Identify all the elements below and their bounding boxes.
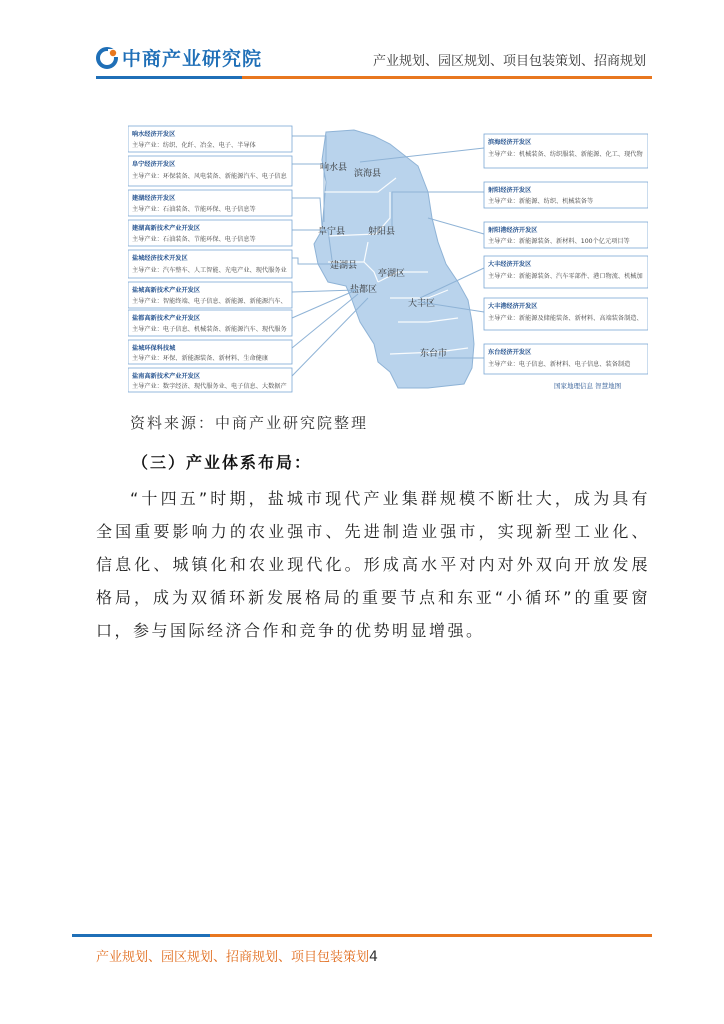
zone-box-text: 主导产业：数字经济、现代服务业、电子信息、大数据产 <box>132 383 287 390</box>
zone-box-text: 主导产业：新能源及储能装备、新材料、高端装备制造、 <box>488 315 643 322</box>
header-rule-orange <box>242 76 652 79</box>
footer <box>96 946 378 965</box>
left-zone-boxes <box>128 126 292 392</box>
zone-box <box>128 156 292 186</box>
zone-box <box>128 220 292 246</box>
map-label-funing: 阜宁县 <box>318 227 346 237</box>
zone-box <box>128 368 292 392</box>
zone-box-text: 主导产业：电子信息、机械装备、新能源汽车、现代服务 <box>132 326 287 333</box>
zone-box-text: 主导产业：纺织、化纤、冶金、电子、半导体 <box>132 142 256 149</box>
zone-box <box>128 190 292 216</box>
logo-text: 中商产业研究院 <box>122 48 263 70</box>
zone-box <box>128 310 292 336</box>
zone-box <box>128 282 292 308</box>
zone-box <box>484 298 648 330</box>
map-label-binhai: 滨海县 <box>354 169 382 179</box>
zone-box-text: 主导产业：新能源装备、汽车零部件、港口物流、机械加 <box>488 273 643 280</box>
zone-box-title: 响水经济开发区 <box>132 131 176 138</box>
map-label-yandu: 盐都区 <box>350 285 378 295</box>
section-title: （三）产业体系布局： <box>132 453 313 472</box>
right-zone-boxes <box>484 134 648 374</box>
zone-box-text: 主导产业：新能源、纺织、机械装备等 <box>488 198 594 205</box>
zone-box <box>484 222 648 248</box>
header-tagline: 产业规划、园区规划、项目包装策划、招商规划 <box>372 54 646 69</box>
zone-box-title: 大丰经济开发区 <box>488 261 532 268</box>
zone-box-text: 主导产业：石油装备、节能环保、电子信息等 <box>132 206 256 213</box>
map-label-jianhu: 建湖县 <box>330 261 358 271</box>
zone-box <box>484 256 648 288</box>
zone-box-title: 建湖高新技术产业开发区 <box>132 225 201 232</box>
zone-box-title: 东台经济开发区 <box>488 349 532 356</box>
zone-box-text: 主导产业：智能终端、电子信息、新能源、新能源汽车、 <box>132 298 287 305</box>
zone-box-text: 主导产业：汽车整车、人工智能、光电产业、现代服务业 <box>132 267 287 274</box>
zone-box-title: 射阳经济开发区 <box>488 187 532 194</box>
logo-mark-icon <box>96 47 118 69</box>
zone-box-text: 主导产业：石油装备、节能环保、电子信息等 <box>132 236 256 243</box>
map-source-note: 国家地理信息 智慧地图 <box>554 382 622 390</box>
zone-box-text: 主导产业：环保、新能源装备、新材料、生命健康 <box>132 355 269 362</box>
figure-caption: 资料来源：中商产业研究院整理 <box>130 414 369 432</box>
zone-map-figure <box>128 122 648 394</box>
zone-box-title: 滨海经济开发区 <box>488 139 532 146</box>
footer-text: 产业规划、园区规划、招商规划、项目包装策划 <box>96 950 370 965</box>
zone-box-title: 射阳港经济开发区 <box>488 227 538 234</box>
zone-box-title: 阜宁经济开发区 <box>132 161 176 168</box>
footer-rule-orange <box>210 934 652 937</box>
zone-box-title: 盐都高新技术产业开发区 <box>132 315 201 322</box>
header-rule-blue <box>96 76 242 79</box>
zone-box-title: 大丰港经济开发区 <box>488 303 538 310</box>
zone-box-text: 主导产业：新能源装备、新材料、100个亿元项目等 <box>488 238 630 245</box>
logo <box>96 44 262 71</box>
map-label-dafeng: 大丰区 <box>408 299 436 309</box>
zone-box-title: 盐南高新技术产业开发区 <box>132 373 201 380</box>
zone-box <box>484 134 648 168</box>
zone-box-text: 主导产业：环保装备、风电装备、新能源汽车、电子信息 <box>132 173 287 180</box>
zone-box <box>484 344 648 374</box>
body-paragraph: “十四五”时期，盐城市现代产业集群规模不断壮大，成为具有全国重要影响力的农业强市、先进制造业强市，实现新型工业化、信息化、城镇化和农业现代化。形成高水平对内对外双向开放发展格局，成为双循环新发展格局的重要节点和东亚“小循环”的重要窗口，参与国际经济合作和竞争的优势明显增强。 <box>96 489 650 640</box>
zone-box <box>128 250 292 278</box>
zone-box-title: 盐城经济技术开发区 <box>132 255 188 262</box>
map-label-xiangshui: 响水县 <box>320 163 348 173</box>
zone-box <box>128 340 292 364</box>
zone-box <box>484 182 648 208</box>
zone-box-title: 盐城高新技术产业开发区 <box>132 287 201 294</box>
zone-box <box>128 126 292 152</box>
zone-box-title: 盐城环保科技城 <box>132 345 176 352</box>
map-label-dongtai: 东台市 <box>420 349 448 359</box>
zone-box-text: 主导产业：电子信息、新材料、电子信息、装备制造 <box>488 361 631 368</box>
page-number: 4 <box>369 949 378 965</box>
footer-rule-blue <box>72 934 210 937</box>
zone-box-title: 建湖经济开发区 <box>132 195 176 202</box>
map-label-tinghu: 亭湖区 <box>378 269 406 279</box>
map-label-sheyang: 射阳县 <box>368 227 396 237</box>
zone-box-text: 主导产业：机械装备、纺织服装、新能源、化工、现代物 <box>488 151 643 158</box>
